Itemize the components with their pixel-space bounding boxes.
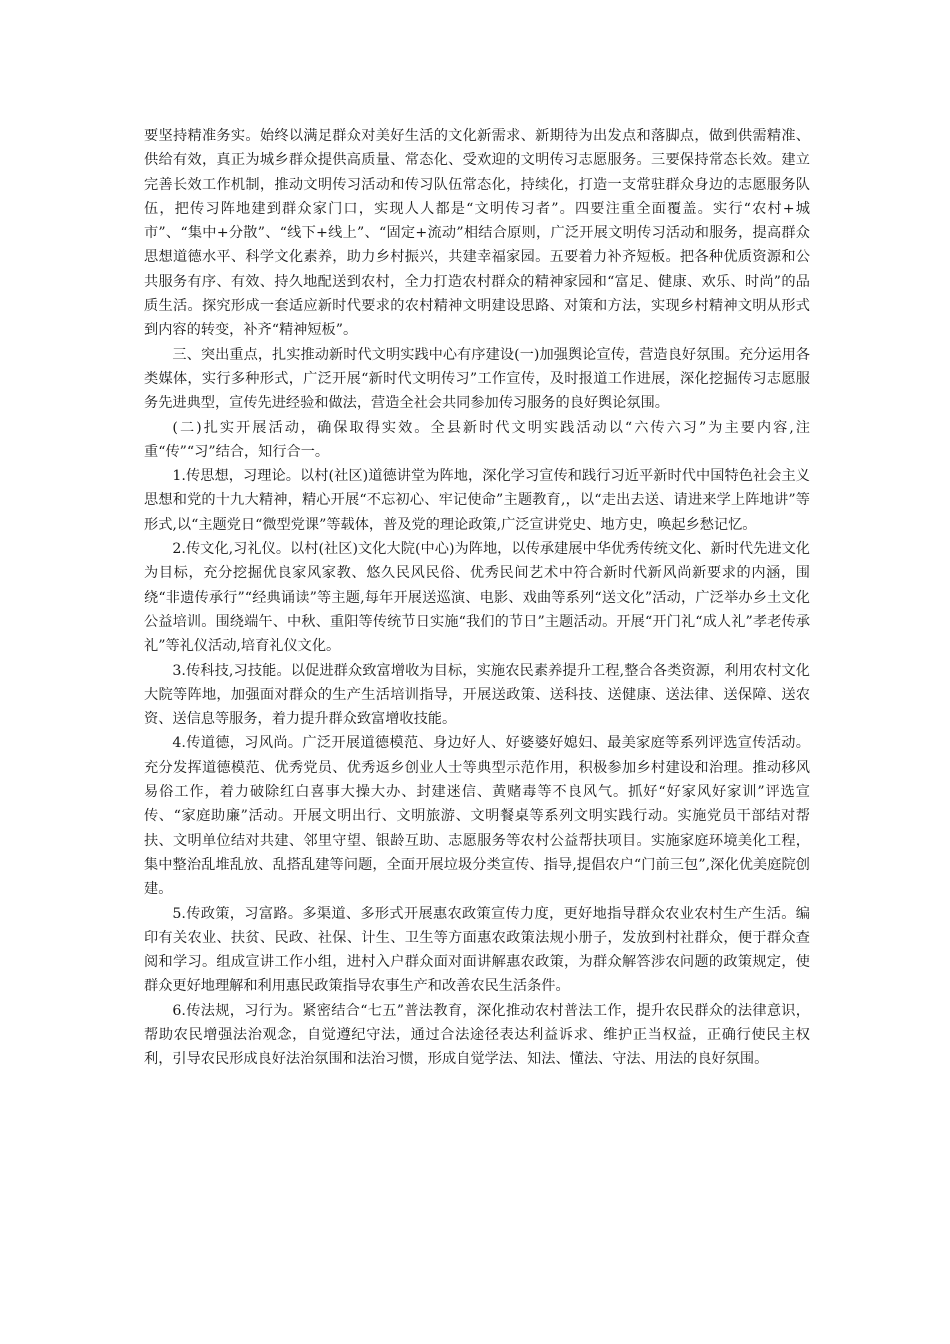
paragraph-section-three: 三、突出重点，扎实推动新时代文明实践中心有序建设(一)加强舆论宣传，营造良好氛围。充分运用各类媒体，实行多种形式，广泛开展“新时代文明传习”工作宣传，及时报道工作进展，深化挖掘传习志愿服务先进典型，宣传先进经验和做法，营造全社会共同参加传习服务的良好舆论氛围。 xyxy=(144,346,810,412)
paragraph-item-3: 3.传科技,习技能。以促进群众致富增收为目标，实施农民素养提升工程,整合各类资源，利用农村文化大院等阵地，加强面对群众的生产生活培训指导，开展送政策、送科技、送健康、送法律、送保障、送农资、送信息等服务，着力提升群众致富增收技能。 xyxy=(144,662,810,728)
paragraph-subsection-two: (二)扎实开展活动，确保取得实效。全县新时代文明实践活动以“六传六习”为主要内容,注重“传”“习”结合，知行合一。 xyxy=(144,419,810,460)
paragraph-item-2: 2.传文化,习礼仪。以村(社区)文化大院(中心)为阵地，以传承建展中华优秀传统文化、新时代先进文化为目标，充分挖掘优良家风家教、悠久民风民俗、优秀民间艺术中符合新时代新风尚新要求的内涵，围绕“非遗传承行”“经典诵读”等主题,每年开展送巡演、电影、戏曲等系列“送文化”活动，广泛举办乡土文化公益培训。围绕端午、中秋、重阳等传统节日实施“我们的节日”主题活动。开展“开门礼“成人礼”孝老传承礼”等礼仪活动,培育礼仪文化。 xyxy=(144,541,810,655)
paragraph-item-5: 5.传政策，习富路。多渠道、多形式开展惠农政策宣传力度，更好地指导群众农业农村生产生活。编印有关农业、扶贫、民政、社保、计生、卫生等方面惠农政策法规小册子，发放到村社群众，便于群众查阅和学习。组成宣讲工作小组，进村入户群众面对面讲解惠农政策，为群众解答涉农问题的政策规定，使群众更好地理解和利用惠民政策指导农事生产和改善农民生活条件。 xyxy=(144,905,810,995)
paragraph-continuation: 要坚持精准务实。始终以满足群众对美好生活的文化新需求、新期待为出发点和落脚点，做到供需精准、供给有效，真正为城乡群众提供高质量、常态化、受欢迎的文明传习志愿服务。三要保持常态长效。建立完善长效工作机制，推动文明传习活动和传习队伍常态化，持续化，打造一支常驻群众身边的志愿服务队伍，把传习阵地建到群众家门口，实现人人都是“文明传习者”。四要注重全面覆盖。实行“农村+城市”、“集中+分散”、“线下+线上”、“固定+流动”相结合原则，广泛开展文明传习活动和服务，提高群众思想道德水平、科学文化素养，助力乡村振兴，共建幸福家园。五要着力补齐短板。把各种优质资源和公共服务有序、有效、持久地配送到农村，全力打造农村群众的精神家园和“富足、健康、欢乐、时尚”的品质生活。探究形成一套适应新时代要求的农村精神文明建设思路、对策和方法，实现乡村精神文明从形式到内容的转变，补齐“精神短板”。 xyxy=(144,128,810,339)
paragraph-item-4: 4.传道德，习风尚。广泛开展道德模范、身边好人、好婆婆好媳妇、最美家庭等系列评选宣传活动。充分发挥道德模范、优秀党员、优秀返乡创业人士等典型示范作用，积极参加乡村建设和治理。推动移风易俗工作，着力破除红白喜事大操大办、封建迷信、黄赌毒等不良风气。抓好“好家风好家训”评选宣传、“家庭助廉”活动。开展文明出行、文明旅游、文明餐桌等系列文明实践行动。实施党员干部结对帮扶、文明单位结对共建、邻里守望、银龄互助、志愿服务等农村公益帮扶项目。实施家庭环境美化工程，集中整治乱堆乱放、乱搭乱建等问题，全面开展垃圾分类宣传、指导,提倡农户“门前三包”,深化优美庭院创建。 xyxy=(144,735,810,898)
document-body xyxy=(144,124,810,1072)
paragraph-item-1: 1.传思想，习理论。以村(社区)道德讲堂为阵地，深化学习宣传和践行习近平新时代中国特色社会主义思想和党的十九大精神，精心开展“不忘初心、牢记使命”主题教育,，以“走出去送、请进来学上阵地讲”等形式,以“主题党日“微型党课”等载体，普及党的理论政策,广泛宣讲党史、地方史，唤起乡愁记忆。 xyxy=(144,468,810,533)
paragraph-item-6: 6.传法规，习行为。紧密结合“七五”普法教育，深化推动农村普法工作，提升农民群众的法律意识，帮助农民增强法治观念，自觉遵纪守法，通过合法途径表达利益诉求、维护正当权益，正确行使民主权利，引导农民形成良好法治氛围和法治习惯，形成自觉学法、知法、懂法、守法、用法的良好氛围。 xyxy=(144,1002,810,1068)
